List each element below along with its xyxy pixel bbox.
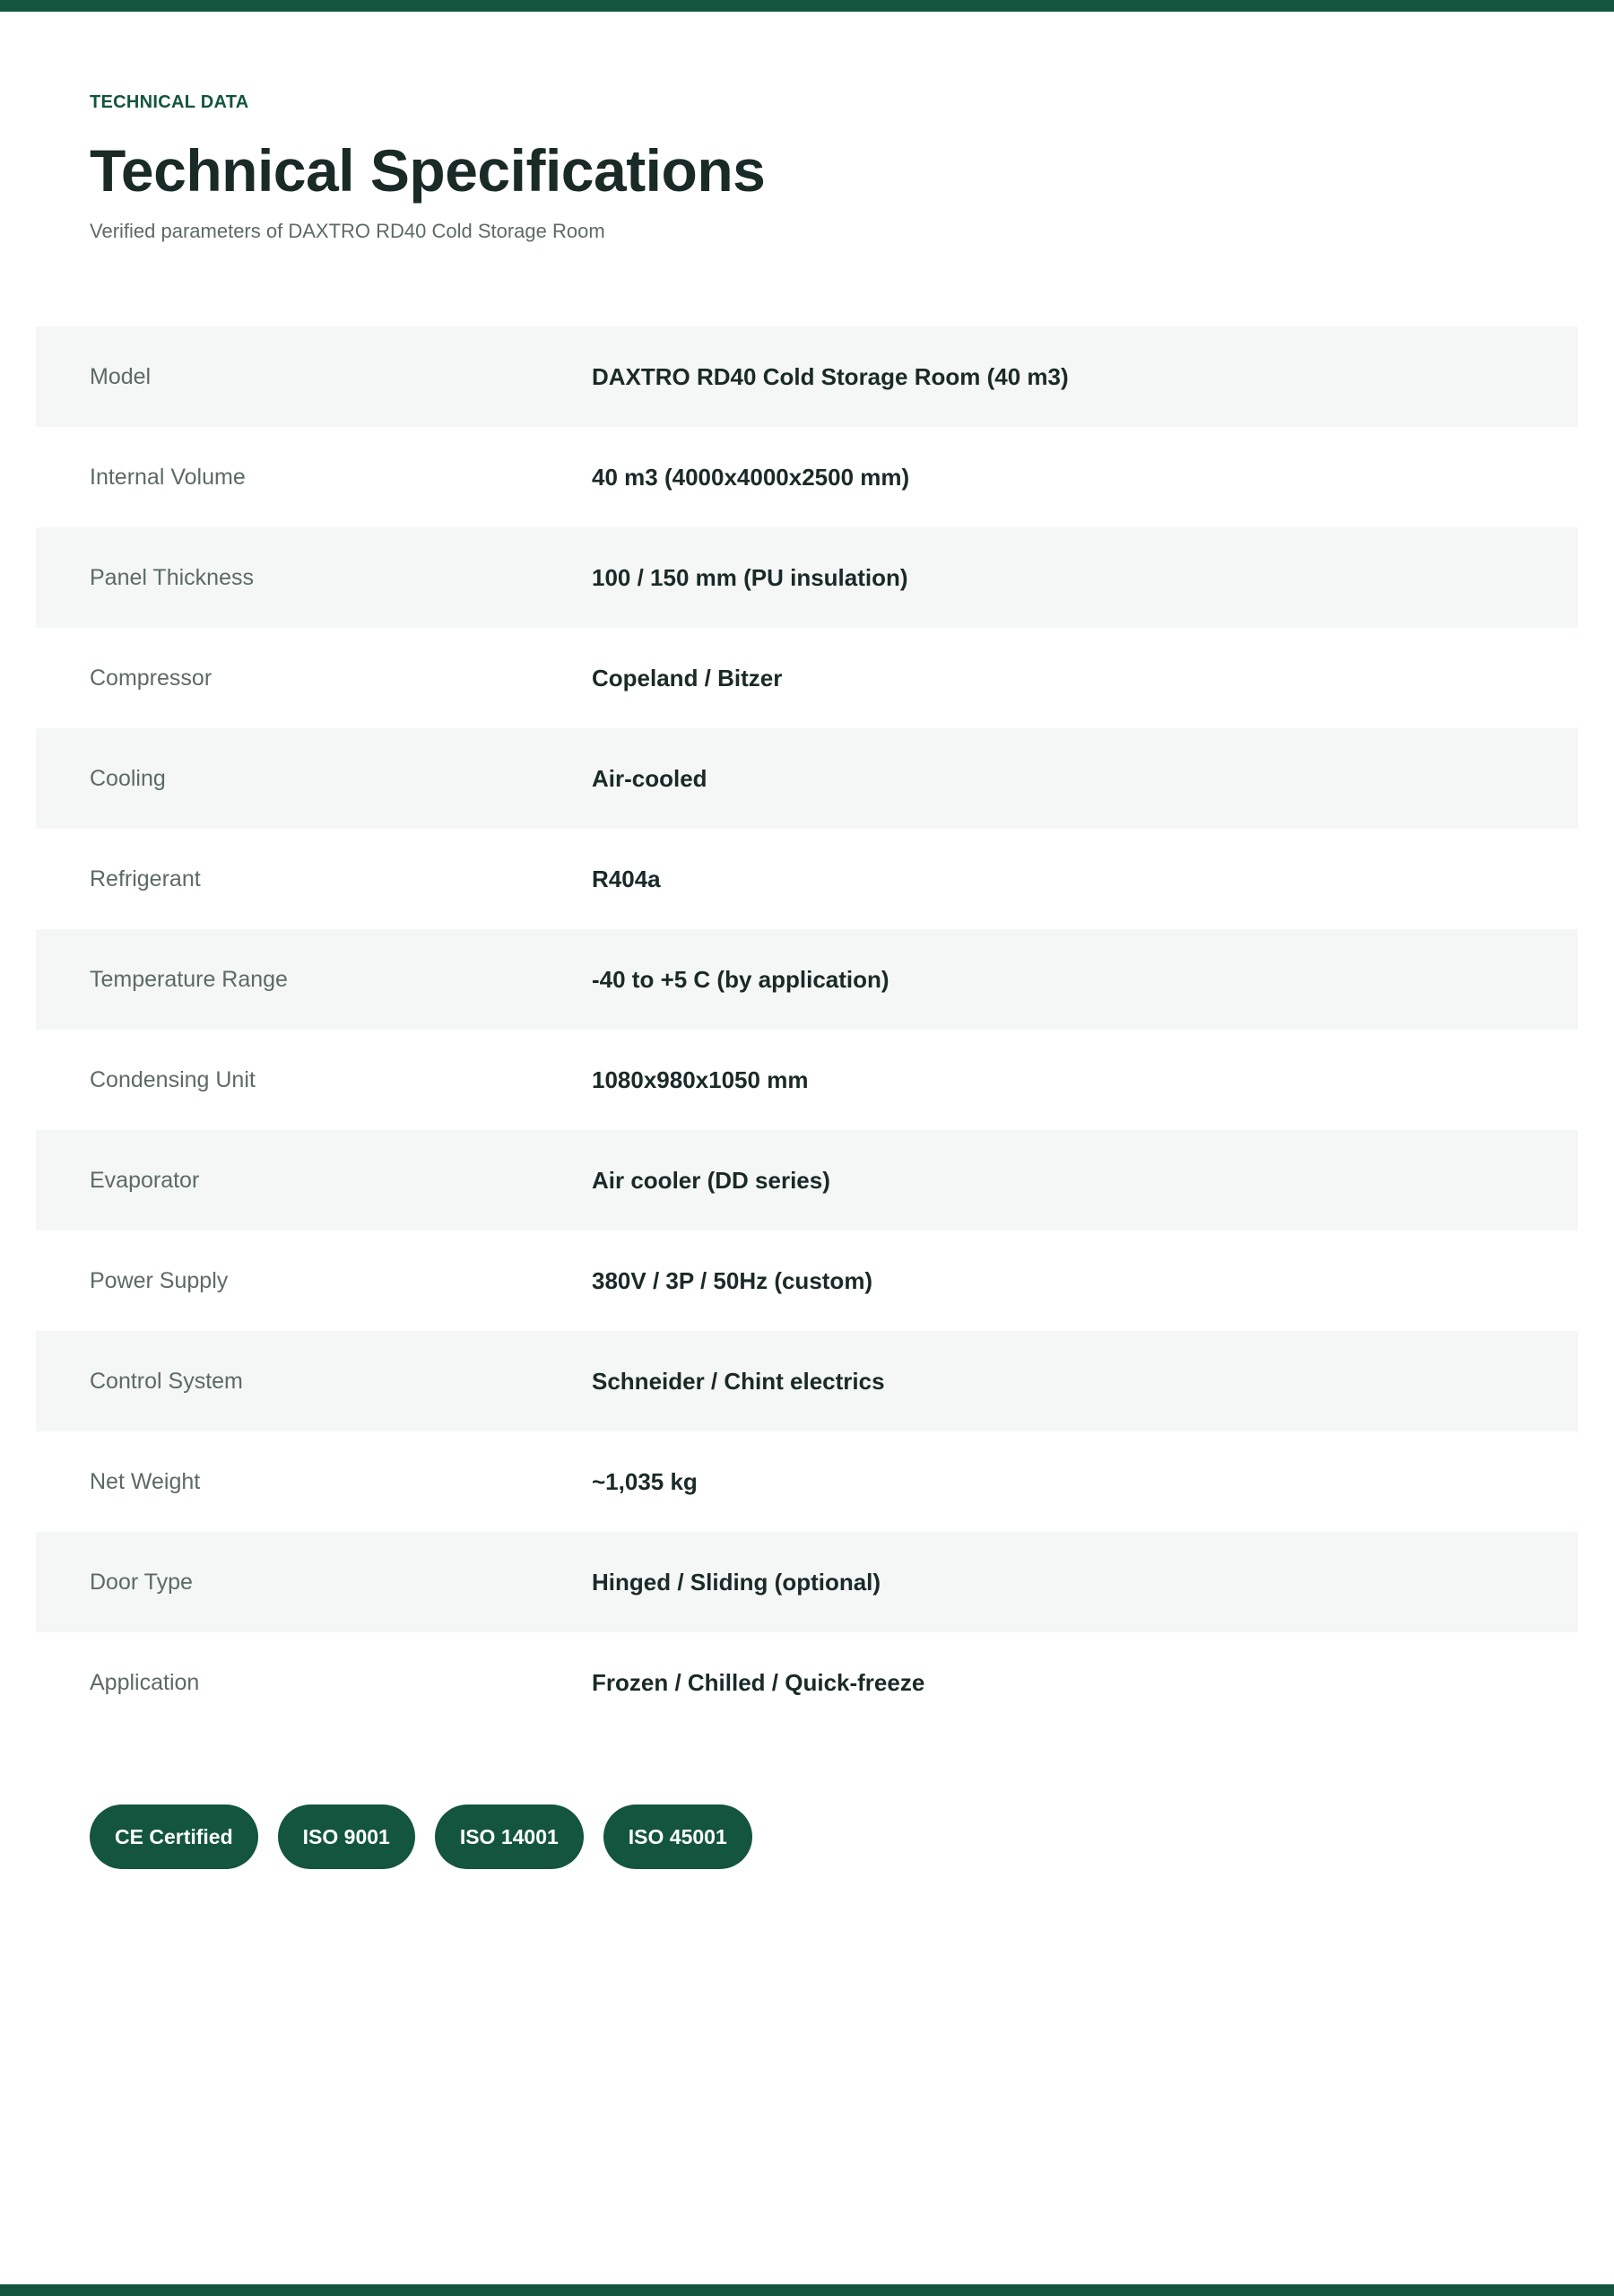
spec-value: Frozen / Chilled / Quick-freeze [592,1668,925,1696]
spec-value: Air cooler (DD series) [592,1166,830,1194]
badge-iso-45001: ISO 45001 [603,1805,752,1869]
badge-iso-9001: ISO 9001 [278,1805,415,1869]
spec-row-panel-thickness [36,527,1578,628]
spec-row-temperature-range [36,929,1578,1030]
spec-row-internal-volume [36,427,1578,527]
section-header [90,88,1524,246]
page-subtitle: Verified parameters of DAXTRO RD40 Cold Storage Room [90,220,605,242]
spec-row-power-supply [36,1231,1578,1331]
spec-value: Copeland / Bitzer [592,664,783,691]
spec-row-compressor [36,628,1578,728]
spec-label: Compressor [90,665,213,691]
spec-value: 380V / 3P / 50Hz (custom) [592,1266,873,1294]
spec-value: DAXTRO RD40 Cold Storage Room (40 m3) [592,362,1069,390]
spec-value: ~1,035 kg [592,1467,698,1495]
spec-label: Power Supply [90,1267,229,1293]
spec-label: Internal Volume [90,464,246,490]
spec-row-model [36,326,1578,427]
bottom-accent-bar [0,2284,1614,2296]
page-title: Technical Specifications [90,137,766,204]
badge-iso-14001: ISO 14001 [435,1805,584,1869]
spec-value: Schneider / Chint electrics [592,1367,885,1395]
badge-ce-certified: CE Certified [90,1805,258,1869]
spec-label: Control System [90,1368,243,1394]
spec-row-net-weight [36,1431,1578,1532]
spec-label: Net Weight [90,1468,201,1494]
certification-badges [90,1805,752,1869]
spec-row-door-type [36,1532,1578,1632]
spec-value: Hinged / Sliding (optional) [592,1568,881,1596]
spec-label: Panel Thickness [90,564,254,590]
spec-label: Application [90,1669,200,1695]
spec-value: 40 m3 (4000x4000x2500 mm) [592,463,910,491]
spec-row-condensing-unit [36,1030,1578,1130]
spec-row-cooling [36,728,1578,829]
spec-value: 100 / 150 mm (PU insulation) [592,563,908,591]
spec-label: Model [90,363,152,389]
spec-row-control-system [36,1331,1578,1431]
spec-value: Air-cooled [592,764,707,792]
spec-label: Refrigerant [90,865,201,891]
spec-value: -40 to +5 C (by application) [592,965,889,993]
spec-row-application [36,1632,1578,1733]
spec-label: Temperature Range [90,966,288,992]
top-accent-bar [0,0,1614,12]
spec-label: Door Type [90,1569,193,1595]
spec-label: Evaporator [90,1167,200,1193]
spec-row-refrigerant [36,829,1578,929]
section-eyebrow: TECHNICAL DATA [90,92,249,112]
spec-label: Condensing Unit [90,1066,256,1092]
spec-value: R404a [592,865,661,892]
spec-table [36,326,1578,1733]
spec-value: 1080x980x1050 mm [592,1065,809,1093]
spec-row-evaporator [36,1130,1578,1231]
spec-label: Cooling [90,765,166,791]
